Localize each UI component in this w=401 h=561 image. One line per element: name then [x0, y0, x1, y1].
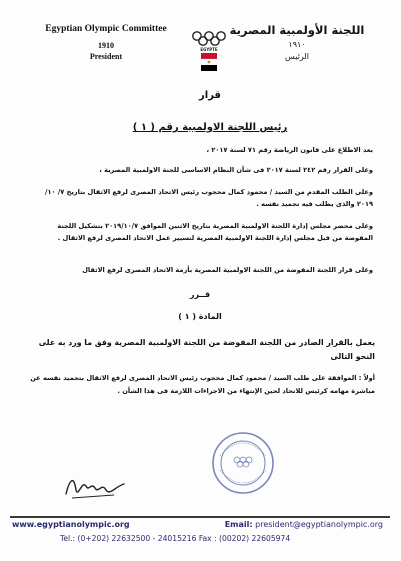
decree-title: قرار	[199, 90, 221, 101]
paragraph-2: وعلى القرار رقم ٢٤٢ لسنة ٢٠١٧ فى شأن النظام الاساسى للجنة الاولمبية المصرية ،	[99, 166, 373, 174]
paragraph-1: بعد الاطلاع على قانون الرياضة رقم ٧١ لسنة ٢٠١٧ ،	[206, 146, 373, 154]
resolution-text: يعمل بالقرار الصادر من اللجنة المفوضة من اللجنة الاولمبية المصرية وفق ما ورد به على النحو التالى	[38, 338, 375, 361]
header-english	[26, 24, 186, 62]
logo-label: EGYPTE	[200, 47, 218, 52]
signature	[62, 468, 128, 504]
header-arabic	[217, 24, 377, 63]
footer-email-label: Email:	[224, 520, 253, 529]
footer-phone-fax: Tel.: (0+202) 22632500 - 24015216 Fax : (00202) 22605974	[60, 534, 291, 543]
header-arabic-name: اللجنة الأولمبية المصرية	[229, 23, 365, 37]
decree-heading: رئيس اللجنة الاولمبية رقم ( ١ )	[132, 122, 288, 133]
header-english-name: Egyptian Olympic Committee	[45, 24, 167, 34]
stamp-seal-icon	[210, 430, 276, 496]
footer-email-link[interactable]: president@egyptianolympic.org	[255, 520, 383, 529]
footer-website-link[interactable]: www.egyptianolympic.org	[12, 520, 130, 529]
header-arabic-year: ١٩١٠	[288, 40, 306, 49]
footer-divider	[10, 516, 390, 518]
header-english-role: President	[89, 52, 123, 61]
paragraph-4: وعلى محضر مجلس إدارة اللجنة الاولمبية المصرية بتاريخ الاثنين الموافق ٢٠١٩/١٠/٧ بتشكيل اللجنة المفوضة من قبل مجلس إدارة اللجنة الاولمبية المصرية لتسيير عمل الاتحاد المصرى لرفع الاثقال .	[57, 222, 373, 242]
decided-heading: قــرر	[189, 290, 211, 299]
committee-stamp	[210, 430, 276, 496]
header-arabic-role: الرئيس	[285, 52, 309, 61]
handwritten-signature-icon	[62, 468, 128, 504]
header-english-year: 1910	[98, 41, 114, 50]
article-text: أولاً : الموافقة على طلب السيد / محمود كمال محجوب رئيس الاتحاد المصرى لرفع الاثقال بتجميد نفسه عن مباشرة مهامه كرئيس للاتحاد لحين الإنتهاء من الاجراءات اللازمة فى هذا الشأن .	[30, 374, 375, 395]
paragraph-5: وعلى قرار اللجنة المفوضة من اللجنة الاولمبية المصرية بأزمة الاتحاد المصرى لرفع الاثقال	[82, 266, 373, 274]
paragraph-3: وعلى الطلب المقدم من السيد / محمود كمال محجوب رئيس الاتحاد المصرى لرفع الاثقال بتاريخ ٧/ ١٠/ ٢٠١٩ والذى يطلب فيه تجميد نفسه .	[45, 188, 373, 208]
footer-email	[225, 520, 383, 529]
article-heading: المادة ( ١ )	[178, 312, 222, 321]
